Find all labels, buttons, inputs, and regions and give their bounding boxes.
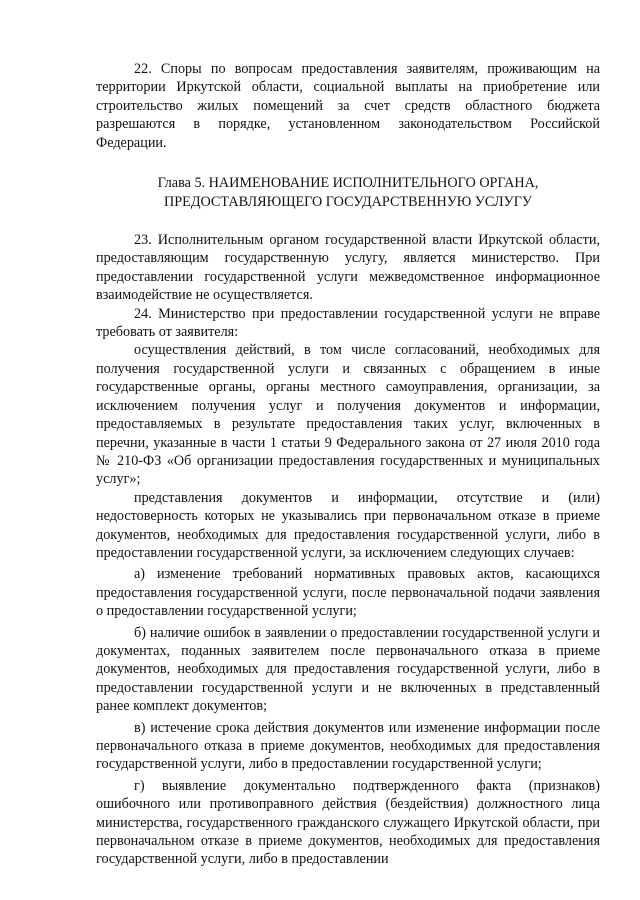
paragraph-23: 23. Исполнительным органом государственной власти Иркутской области, предоставляющим государственную услугу, является министерство. При предоставлении государственной услуги межведомственное информационное взаимодействие не осуществляется. [96, 232, 600, 304]
chapter-heading [96, 174, 600, 212]
exception-item-a: а) изменение требований нормативных правовых актов, касающихся предоставления государственной услуги, после первоначальной подачи заявления о предоставлении государственной услуги; [96, 566, 600, 620]
chapter-heading-line-2: ПРЕДОСТАВЛЯЮЩЕГО ГОСУДАРСТВЕННУЮ УСЛУГУ [164, 194, 532, 211]
document-body [96, 60, 600, 869]
exception-item-g: г) выявление документально подтвержденного факта (признаков) ошибочного или противоправного действия (бездействия) должностного лица министерства, государственного гражданского служащего Иркутской области, при первоначальном отказе в приеме документов, необходимых для предоставления государственной услуги, либо в предоставлении [96, 777, 600, 868]
exception-item-v: в) истечение срока действия документов или изменение информации после первоначального отказа в приеме документов, необходимых для предоставления государственной услуги, либо в предоставлении государственной услуги; [96, 719, 600, 773]
requirement-item-2: представления документов и информации, отсутствие и (или) недостоверность которых не указывались при первоначальном отказе в приеме документов, необходимых для предоставления государственной услуги, либо в предоставлении государственной услуги, за исключением следующих случаев: [96, 489, 600, 561]
paragraph-22: 22. Споры по вопросам предоставления заявителям, проживающим на территории Иркутской области, социальной выплаты на приобретение или строительство жилых помещений за счет средств областного бюджета разрешаются в порядке, установленном законодательством Российской Федерации. [96, 61, 600, 151]
paragraph-24: 24. Министерство при предоставлении государственной услуги не вправе требовать от заявителя: [96, 305, 600, 341]
chapter-heading-line-1: Глава 5. НАИМЕНОВАНИЕ ИСПОЛНИТЕЛЬНОГО ОРГАНА, [157, 175, 539, 192]
exception-item-b: б) наличие ошибок в заявлении о предоставлении государственной услуги и документах, поданных заявителем после первоначального отказа в приеме документов, необходимых для предоставления государственной услуги, либо в предоставлении государственной услуги и не включенных в представленный ранее комплект документов; [96, 624, 600, 715]
requirement-item-1: осуществления действий, в том числе согласований, необходимых для получения государственной услуги и связанных с обращением в иные государственные органы, органы местного самоуправления, организации, за исключением получения услуг и получения документов и информации, предоставляемых в результате предоставления таких услуг, включенных в перечни, указанные в части 1 статьи 9 Федерального закона от 27 июля 2010 года № 210-ФЗ «Об организации предоставления государственных и муниципальных услуг»; [96, 342, 600, 488]
